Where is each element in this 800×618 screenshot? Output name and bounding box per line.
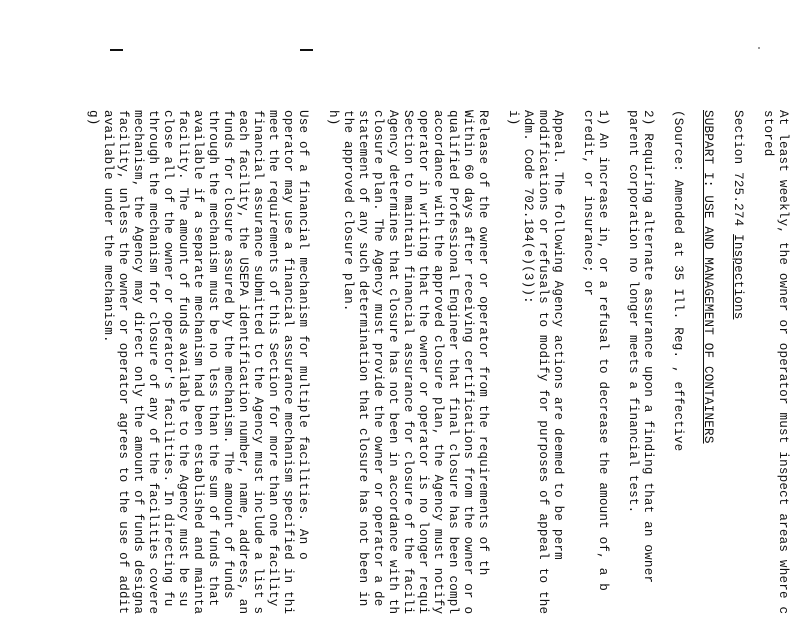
text-line: Section to maintain financial assurance for closure of the facili [401, 110, 415, 615]
text-line: facility, unless the owner or operator agrees to the use of addit [116, 110, 130, 615]
g-label: g) [86, 110, 100, 126]
text-line: modifications or refusals to modify for purposes of appeal to the [536, 110, 550, 615]
text-line: statement of any such determination that closure has not been in [356, 110, 370, 607]
text-line: Within 60 days after receiving certifications from the owner or o [461, 110, 475, 615]
source-note: (Source: Amended at 35 Ill. Reg. , effective [671, 110, 685, 452]
text-line: accordance with the approved closure plan, the Agency must notify [431, 110, 445, 615]
text-line: operator in writing that the owner or operator is no longer requi [416, 110, 430, 615]
paragraph-g [100, 110, 310, 618]
text-line: Agency determines that closure has not been in accordance with th [386, 110, 400, 615]
text-line: available if a separate mechanism had been established and mainta [191, 110, 205, 615]
text-line: stored [761, 110, 775, 157]
text-line: available under the mechanism. [101, 110, 115, 343]
text-line: funds for closure assured by the mechanism. The amount of funds [221, 110, 235, 599]
subpart-heading: SUBPART I: USE AND MANAGEMENT OF CONTAINERS [701, 110, 715, 444]
text-line: credit, or insurance; or [581, 110, 595, 297]
text-line: each facility, the USEPA identification number, name, address, an [236, 110, 250, 615]
section-number: Section 725.274 [731, 110, 745, 227]
text-line: qualified Professional Engineer that final closure has been compl [446, 110, 460, 615]
scan-speck [758, 47, 760, 49]
paragraph-inspections [760, 110, 790, 618]
text-line: closure plan. The Agency must provide the owner or operator a de [371, 110, 385, 607]
text-line: operator may use a financial assurance mechanism specified in thi [281, 110, 295, 615]
paragraph-h [340, 110, 490, 618]
text-line: 2) Requiring alternate assurance upon a finding that an owner [641, 110, 655, 584]
text-line: Release of the owner or operator from the requirements of th [476, 110, 490, 576]
scan-mark [110, 49, 123, 51]
text-line: financial assurance submitted to the Agency must include a list s [251, 110, 265, 615]
paragraph-i1 [580, 110, 610, 618]
text-line: facility. The amount of funds available to the Agency must be su [176, 110, 190, 607]
paragraph-i [520, 110, 565, 618]
i-label: i) [506, 110, 520, 126]
rotated-text-block [85, 110, 790, 618]
text-line: through the mechanism must be no less than the sum of funds that [206, 110, 220, 607]
paragraph-i2 [625, 110, 655, 618]
text-line: mechanism, the Agency may direct only the amount of funds designa [131, 110, 145, 615]
text-line: At least weekly, the owner or operator must inspect areas where c [776, 110, 790, 615]
text-line: the approved closure plan. [341, 110, 355, 312]
text-line: 1) An increase in, or a refusal to decrease the amount of, a b [596, 110, 610, 591]
text-line: Use of a financial mechanism for multiple facilities. An o [296, 110, 310, 560]
section-heading [730, 110, 745, 618]
text-line: meet the requirements of this Section for more than one facility [266, 110, 280, 607]
text-line: Appeal. The following Agency actions are deemed to be perm [551, 110, 565, 560]
text-line: through the mechanism for closure of any of the facilities covere [146, 110, 160, 615]
scan-mark [300, 49, 313, 51]
section-title: Inspections [731, 234, 745, 320]
text-line: parent corporation no longer meets a financial test. [626, 110, 640, 514]
text-line: Adm. Code 702.184(e)(3)): [521, 110, 535, 304]
text-line: close all of the owner or operator's facilities. In directing fu [161, 110, 175, 607]
h-label: h) [326, 110, 340, 126]
